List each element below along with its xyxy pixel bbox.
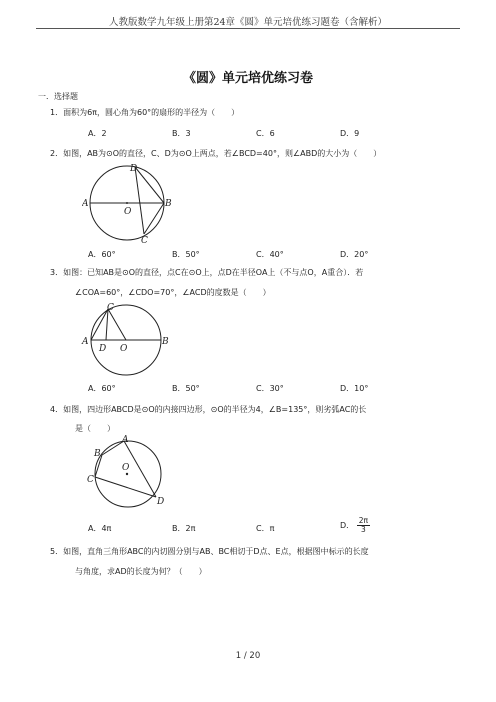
question-5-text: 5．如图，直角三角形ABC的内切圆分别与AB、BC相切于D点、E点，根据图中标示的长度 (50, 547, 369, 556)
q2-option-c: C．40° (256, 250, 284, 259)
q3-circle-figure (80, 300, 170, 380)
q3-label-b: B (162, 337, 169, 347)
q4-option-c: C．π (256, 524, 275, 533)
q4-option-a: A．4π (88, 524, 112, 533)
q2-label-o: O (124, 207, 132, 217)
q3-option-b: B．50° (172, 384, 200, 393)
page-header: 人教版数学九年级上册第24章《圆》单元培优练习题卷（含解析） (108, 17, 388, 28)
q3-option-c: C．30° (256, 384, 284, 393)
q2-option-d: D．20° (340, 250, 369, 259)
q3-label-a: A (82, 337, 89, 347)
header-divider (36, 28, 460, 29)
question-3-text-cont: ∠COA=60°，∠CDO=70°，∠ACD的度数是（ ） (75, 288, 271, 297)
document-title: 《圆》单元培优练习卷 (182, 71, 313, 86)
fraction-denominator: 3 (360, 525, 366, 534)
q2-label-c: C (141, 236, 148, 244)
q4-option-d-fraction (357, 517, 370, 534)
q3-label-c: C (107, 303, 114, 313)
q3-option-d: D．10° (340, 384, 369, 393)
q4-option-d-label: D． (340, 521, 355, 530)
question-5-text-cont: 与角度，求AD的长度为何？（ ） (75, 567, 207, 576)
q3-option-a: A．60° (88, 384, 116, 393)
question-1-text: 1．面积为6π，圆心角为60°的扇形的半径为（ ） (50, 108, 240, 117)
question-4-text: 4．如图，四边形ABCD是⊙O的内接四边形，⊙O的半径为4，∠B=135°，则劣弧AC的长 (50, 405, 367, 414)
question-2-text: 2．如图，AB为⊙O的直径，C、D为⊙O上两点，若∠BCD=40°，则∠ABD的大小为（ ） (50, 149, 382, 158)
q4-label-a: A (122, 435, 129, 445)
q2-label-a: A (82, 199, 89, 209)
q1-option-a: A．2 (88, 129, 107, 138)
q2-circle-figure (82, 162, 174, 244)
q2-option-b: B．50° (172, 250, 200, 259)
q3-label-o: O (120, 344, 128, 354)
q4-label-b: B (94, 449, 101, 459)
question-4-text-cont: 是（ ） (75, 424, 115, 433)
q1-option-b: B．3 (172, 129, 191, 138)
q4-label-c: C (87, 475, 94, 485)
fraction-numerator: 2π (358, 516, 369, 525)
q2-label-b: B (165, 199, 172, 209)
q4-label-d: D (157, 497, 165, 507)
q2-label-d: D (130, 164, 138, 174)
q1-option-d: D．9 (340, 129, 360, 138)
q4-label-o: O (122, 463, 130, 473)
q4-circle-figure (84, 434, 168, 510)
section-heading: 一．选择题 (38, 92, 78, 101)
q3-label-d: D (99, 344, 107, 354)
page-number: 1 / 20 (235, 651, 261, 661)
question-3-text: 3．如图：已知AB是⊙O的直径，点C在⊙O上，点D在半径OA上（不与点O，A重合）．若 (50, 268, 364, 277)
q4-option-d (340, 517, 370, 534)
q4-option-b: B．2π (172, 524, 196, 533)
q1-option-c: C．6 (256, 129, 275, 138)
q2-option-a: A．60° (88, 250, 116, 259)
